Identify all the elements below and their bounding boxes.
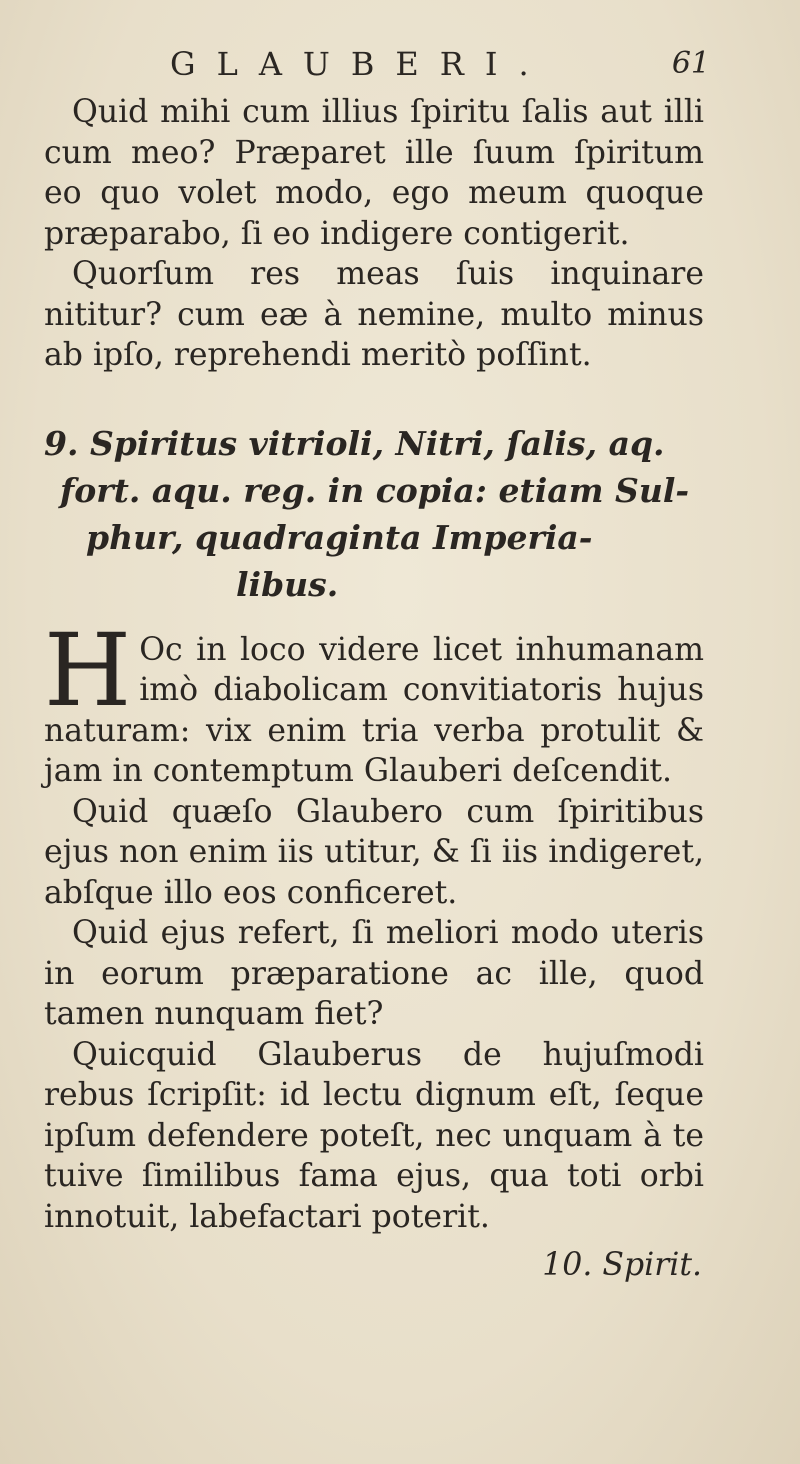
running-head: GLAUBERI. [170,45,550,83]
page-number: 61 [671,46,710,81]
paragraph: Quid mihi cum illius ſpiritu ſalis aut illi cum meo? Præparet ille ſuum ſpiritum eo quo volet modo, ego meum quoque præparabo, ſi eo indigere contigerit. [44,94,704,252]
page-header [170,44,710,84]
drop-cap: H [44,611,132,729]
body-text [44,92,704,1286]
section-heading-line: libus. [236,564,339,604]
section-heading [44,420,704,608]
catchword: 10. Spirit. [542,1247,702,1283]
section-heading-line: fort. aqu. reg. in copia: etiam Sul- [60,470,690,510]
paragraph-with-dropcap [44,611,704,792]
section-heading-line: 9. Spiritus vitrioli, Nitri, ſalis, aq. [44,423,665,463]
paragraph: Quicquid Glauberus de hujuſmodi rebus ſcripſit: id lectu dignum eſt, ſeque ipſum defendere poteſt, nec unquam à te tuive ſimilibus fama ejus, qua toti orbi innotuit, labefactari poterit. [44,1036,704,1235]
paragraph: Quid ejus refert, ſi meliori modo uteris in eorum præparatione ac ille, quod tamen nunquam fiet? [44,915,704,1032]
paragraph: Quorſum res meas ſuis inquinare nititur? cum eæ à nemine, multo minus ab ipſo, reprehendi meritò poſſint. [44,256,704,373]
paragraph: Quid quæſo Glaubero cum ſpiritibus ejus non enim iis utitur, & ſi iis indigeret, abſque illo eos conficeret. [44,793,704,911]
section-heading-line: phur, quadraginta Imperia- [86,517,593,557]
paragraph-text: Oc in loco videre licet inhumanam imò diabolicam convitiatoris hujus naturam: vix enim tria verba protulit & jam in contemptum Glauberi deſcendit. [44,631,704,789]
